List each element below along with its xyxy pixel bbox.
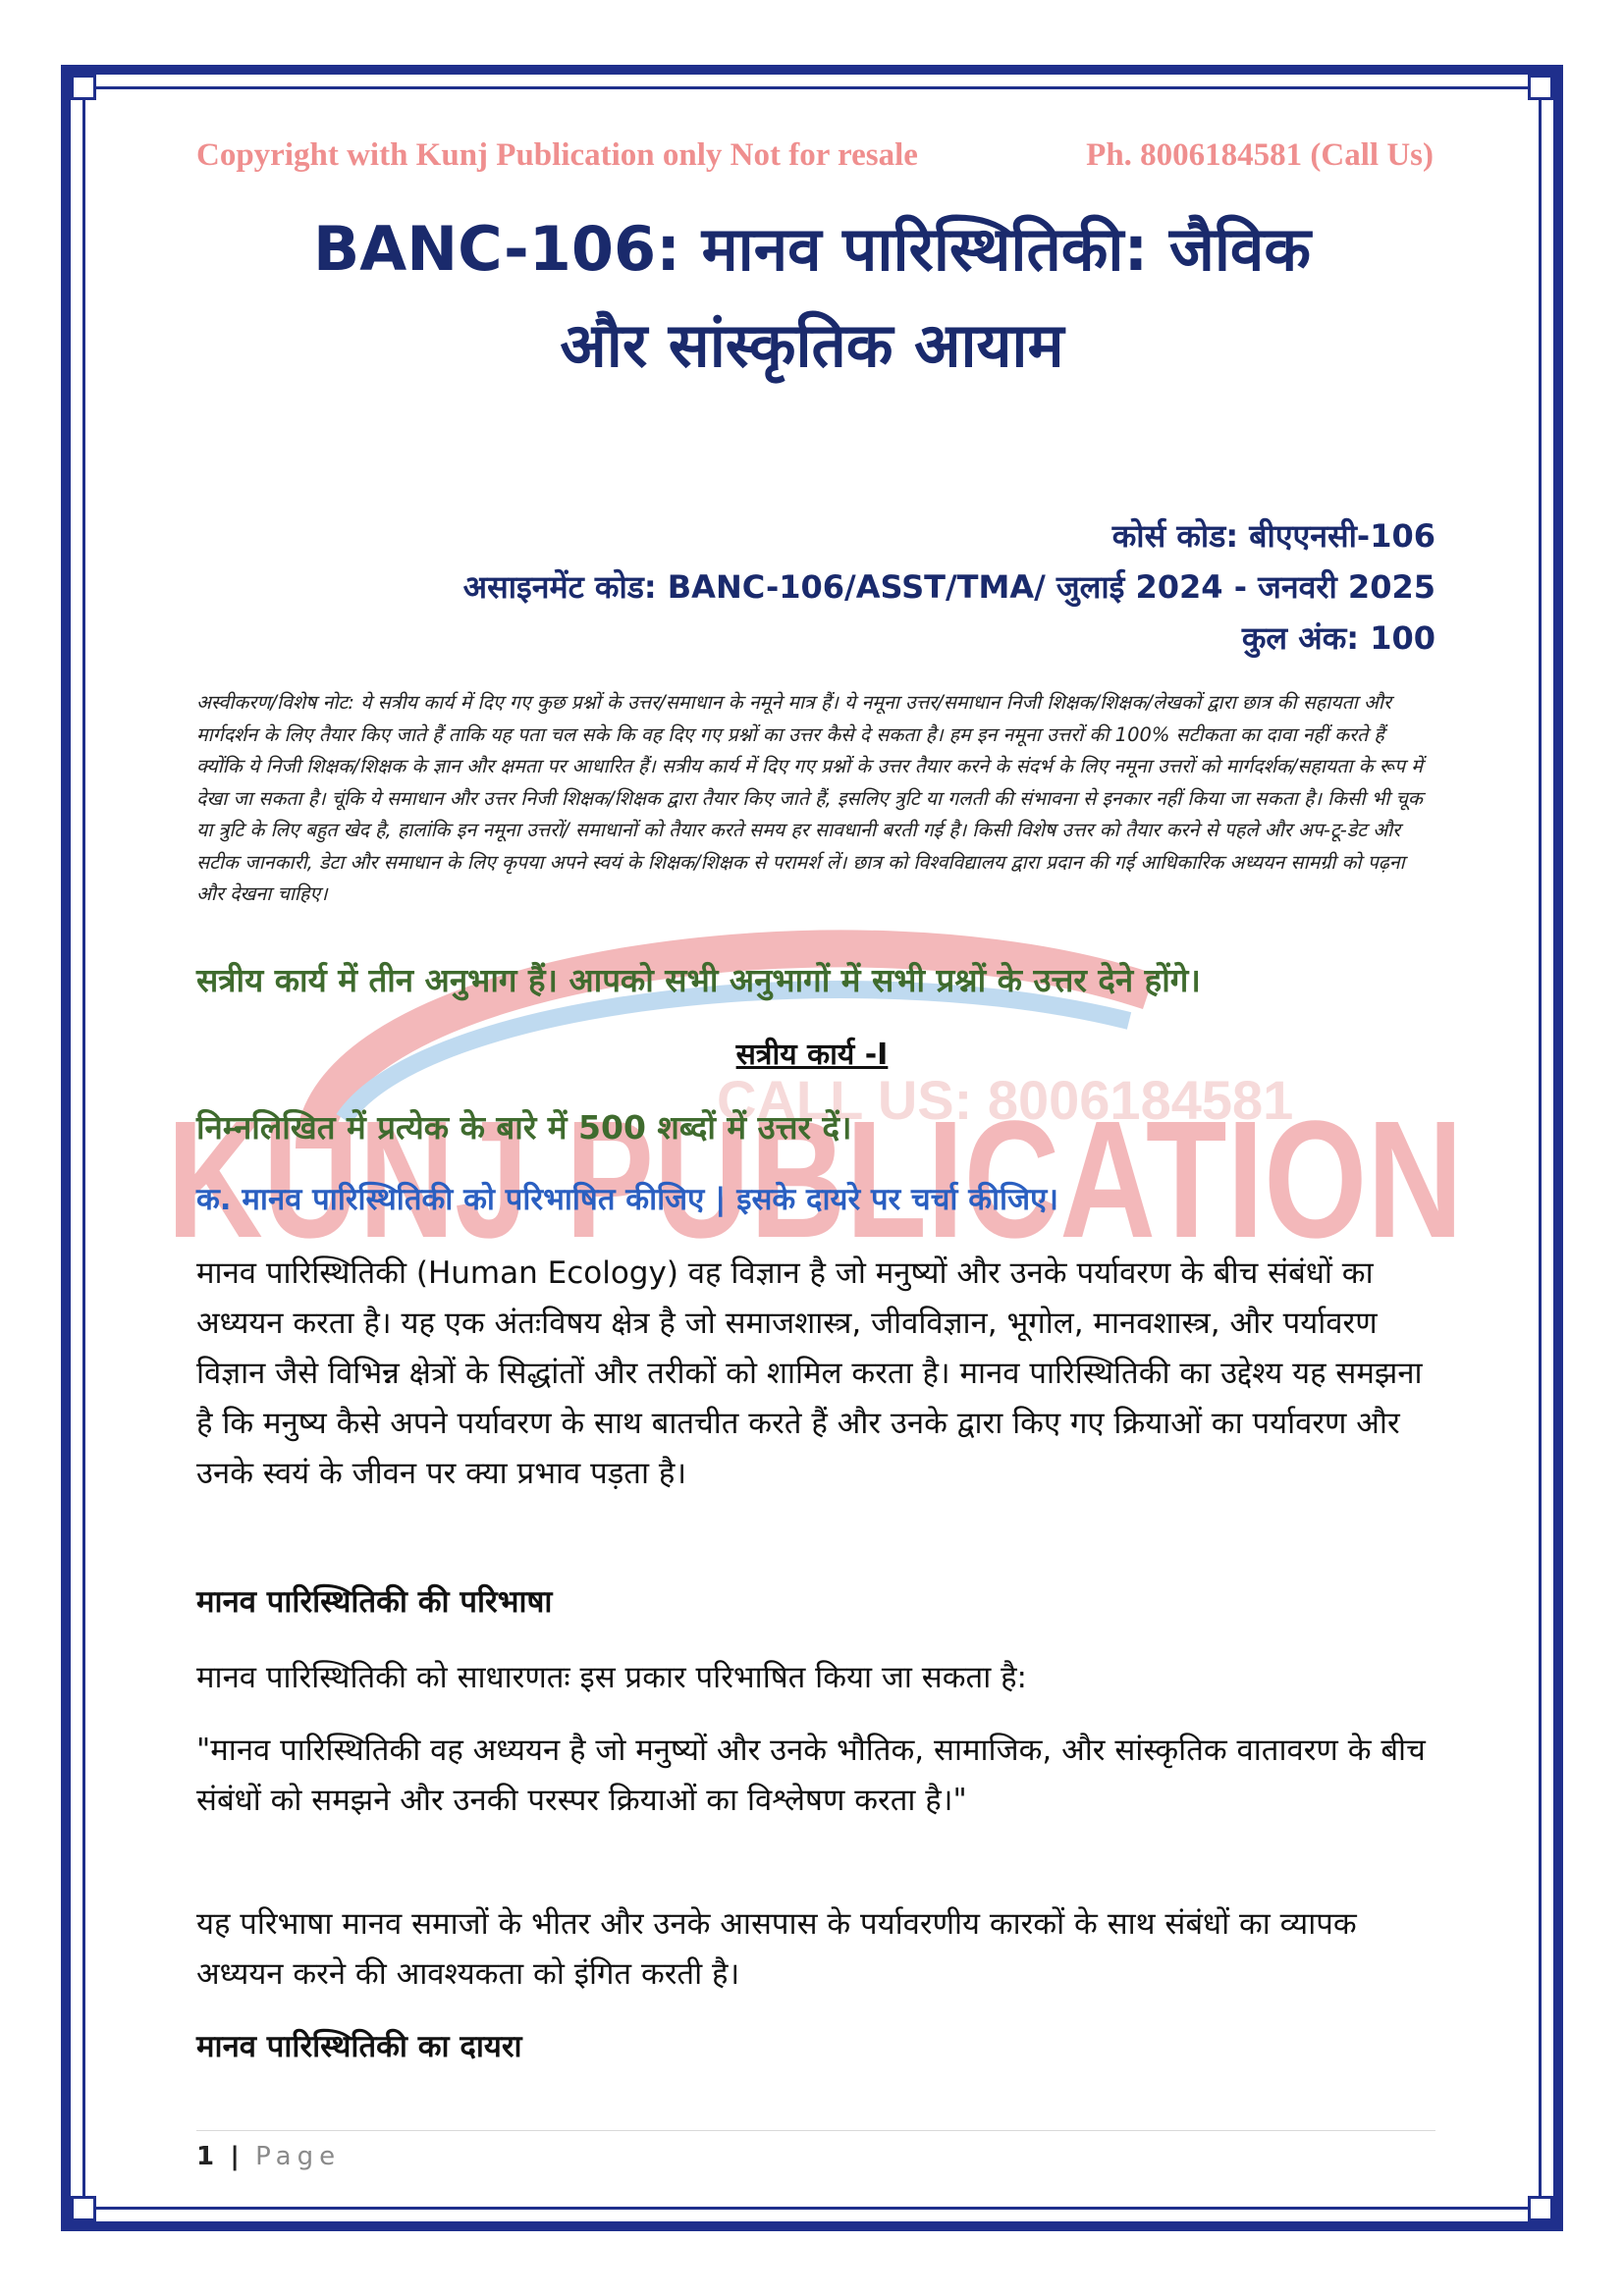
copyright-header <box>196 137 1434 174</box>
border-corner-ornament <box>1528 75 1553 100</box>
definition-quote: "मानव पारिस्थितिकी वह अध्ययन है जो मनुष्यों और उनके भौतिक, सामाजिक, और सांस्कृतिक वातावरण के बीच संबंधों को समझने और उनकी परस्पर क्रियाओं का विश्लेषण करता है।" <box>196 1733 1426 1818</box>
footer-separator: | <box>230 2142 240 2171</box>
total-marks: कुल अंक: 100 <box>1241 619 1435 657</box>
disclaimer-note: अस्वीकरण/विशेष नोट: ये सत्रीय कार्य में दिए गए कुछ प्रश्नों के उत्तर/समाधान के नमूने मात्र हैं। ये नमूना उत्तर/समाधान निजी शिक्षक/शिक्षक/लेखकों द्वारा छात्र की सहायता और मार्गदर्शन के लिए तैयार किए जाते हैं ताकि यह पता चल सके कि वह दिए गए प्रश्नों का उत्तर कैसे दे सकता है। हम इन नमूना उत्तरों की 100% सटीकता का दावा नहीं करते हैं क्योंकि ये निजी शिक्षक/शिक्षक के ज्ञान और क्षमता पर आधारित हैं। सत्रीय कार्य में दिए गए प्रश्नों के उत्तर तैयार करने के संदर्भ के लिए नमूना उत्तरों को मार्गदर्शक/सहायता के रूप में देखा जा सकता है। चूंकि ये समाधान और उत्तर निजी शिक्षक/शिक्षक द्वारा तैयार किए जाते हैं, इसलिए त्रुटि या गलती की संभावना से इनकार नहीं किया जा सकता है। किसी भी चूक या त्रुटि के लिए बहुत खेद है, हालांकि इन नमूना उत्तरों/ समाधानों को तैयार करते समय हर सावधानी बरती गई है। किसी विशेष उत्तर को तैयार करने से पहले और अप-टू-डेट और सटीक जानकारी, डेटा और समाधान के लिए कृपया अपने स्वयं के शिक्षक/शिक्षक से परामर्श लें। छात्र को विश्वविद्यालय द्वारा प्रदान की गई आधिकारिक अध्ययन सामग्री को पढ़ना और देखना चाहिए। <box>196 691 1423 905</box>
course-code: कोर्स कोड: बीएएनसी-106 <box>1111 517 1435 555</box>
section-heading-definition: मानव पारिस्थितिकी की परिभाषा <box>196 1584 553 1620</box>
document-title <box>157 201 1467 394</box>
title-line-2: और सांस्कृतिक आयाम <box>560 309 1064 381</box>
watermark-brand: KUNJ PUBLICATION <box>167 1087 1463 1273</box>
border-corner-ornament <box>71 2196 96 2221</box>
page-label: Page <box>255 2142 342 2171</box>
contact-phone: Ph. 8006184581 (Call Us) <box>1086 137 1434 173</box>
answer-paragraph: यह परिभाषा मानव समाजों के भीतर और उनके आसपास के पर्यावरणीय कारकों के साथ संबंधों का व्यापक अध्ययन करने की आवश्यकता को इंगित करती है। <box>196 1906 1357 1992</box>
assignment-heading: सत्रीय कार्य -I <box>735 1038 889 1072</box>
general-instruction: सत्रीय कार्य में तीन अनुभाग हैं। आपको सभी अनुभागों में सभी प्रश्नों के उत्तर देने होंगे। <box>196 961 1201 999</box>
answer-paragraph: मानव पारिस्थितिकी (Human Ecology) वह विज्ञान है जो मनुष्यों और उनके पर्यावरण के बीच संबंधों का अध्ययन करता है। यह एक अंतःविषय क्षेत्र है जो समाजशास्त्र, जीवविज्ञान, भूगोल, मानवशास्त्र, और पर्यावरण विज्ञान जैसे विभिन्न क्षेत्रों के सिद्धांतों और तरीकों को शामिल करता है। मानव पारिस्थितिकी का उद्देश्य यह समझना है कि मनुष्य कैसे अपने पर्यावरण के साथ बातचीत करते हैं और उनके द्वारा किए गए क्रियाओं का पर्यावरण और उनके स्वयं के जीवन पर क्या प्रभाव पड़ता है। <box>196 1255 1423 1491</box>
page-footer <box>196 2142 341 2171</box>
border-corner-ornament <box>1528 2196 1553 2221</box>
border-corner-ornament <box>71 75 96 100</box>
watermark-phone: CALL US: 8006184581 <box>717 1069 1294 1131</box>
title-line-1: BANC-106: मानव पारिस्थितिकी: जैविक <box>312 213 1312 285</box>
section-heading-scope: मानव पारिस्थितिकी का दायरा <box>196 2029 522 2064</box>
course-meta <box>463 510 1435 664</box>
footer-divider <box>196 2130 1435 2131</box>
question-title: क. मानव पारिस्थितिकी को परिभाषित कीजिए | इसके दायरे पर चर्चा कीजिए। <box>196 1182 1058 1217</box>
assignment-code: असाइनमेंट कोड: BANC-106/ASST/TMA/ जुलाई 2024 - जनवरी 2025 <box>462 568 1435 606</box>
copyright-text: Copyright with Kunj Publication only Not for resale <box>196 137 918 173</box>
question-instruction: निम्नलिखित में प्रत्येक के बारे में 500 शब्दों में उत्तर दें। <box>196 1108 852 1147</box>
answer-paragraph: मानव पारिस्थितिकी को साधारणतः इस प्रकार परिभाषित किया जा सकता है: <box>196 1660 1027 1695</box>
page-number: 1 <box>196 2142 215 2171</box>
